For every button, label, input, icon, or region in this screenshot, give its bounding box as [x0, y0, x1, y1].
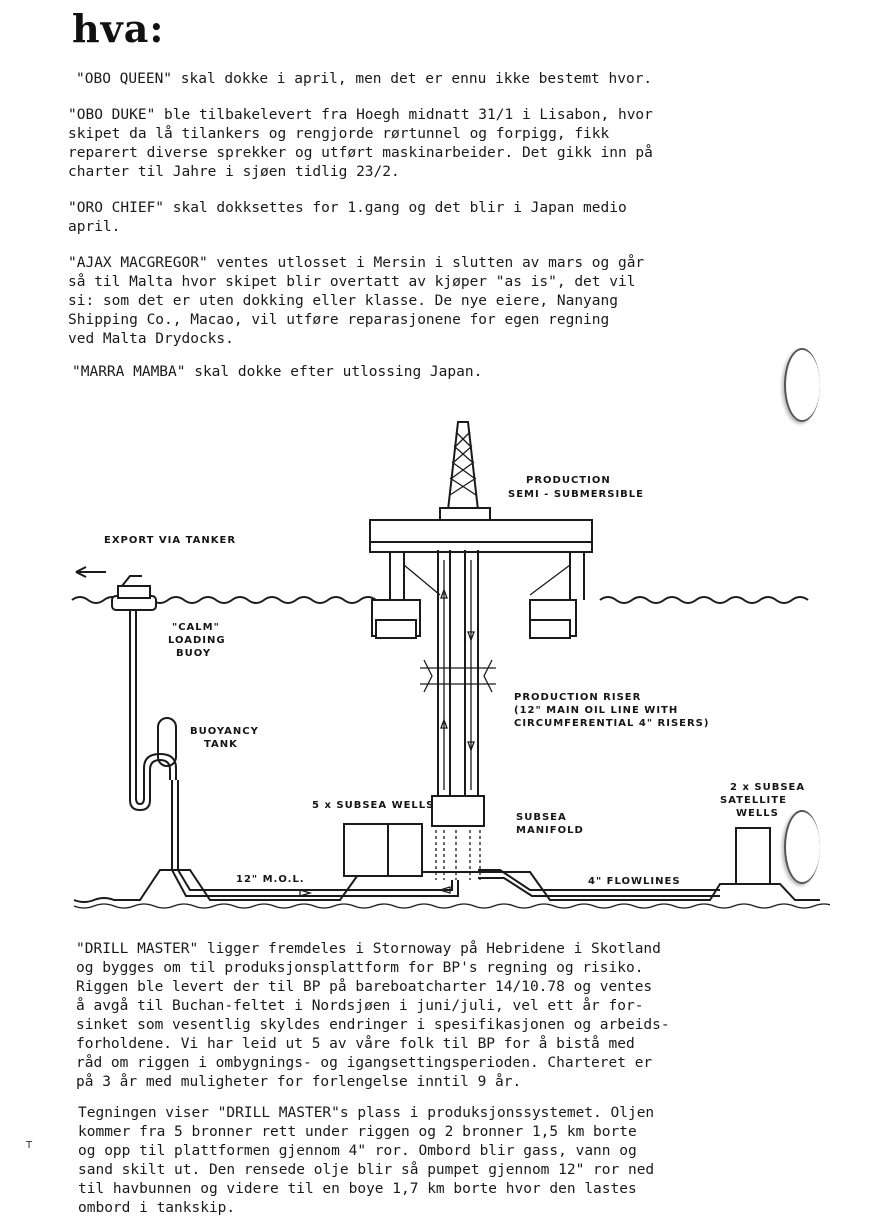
label-flowlines: 4" FLOWLINES: [588, 876, 681, 887]
label-subsea-wells: 5 x SUBSEA WELLS: [312, 800, 435, 811]
paragraph-ajax-macgregor: "AJAX MACGREGOR" ventes utlosset i Mersin i slutten av mars og går så til Malta hvor skipet blir overtatt av kjøper "as is", det vil si: som det er uten dokking eller klasse. De nye eiere, Nanyang Shipping Co., Macao, vil utføre reparasjonene for egen regning ved Malta Drydocks.: [68, 255, 645, 347]
label-production: PRODUCTION: [526, 475, 611, 486]
paragraph-drawing-explanation: Tegningen viser "DRILL MASTER"s plass i produksjonssystemet. Oljen kommer fra 5 bronner rett under riggen og 2 bronner 1,5 km borte og opp til plattformen gjennom 4" ror. Ombord blir gass, vann og sand skilt ut. Den rensede olje blir så pumpet gjennom 12" ror ned til havbunnen og videre til en boye 1,7 km borte hvor den lastes ombord i tankskip.: [78, 1105, 655, 1216]
label-loading: LOADING: [168, 635, 226, 646]
margin-mark: T: [26, 1140, 33, 1151]
label-mol: 12" M.O.L.: [236, 874, 305, 885]
semi-submersible: [370, 520, 592, 638]
label-manifold: MANIFOLD: [516, 825, 584, 836]
label-export: EXPORT VIA TANKER: [104, 535, 237, 546]
satellite-wells: [736, 828, 770, 884]
label-riser-line3: CIRCUMFERENTIAL 4" RISERS): [514, 718, 710, 729]
paragraph-marra-mamba: "MARRA MAMBA" skal dokke efter utlossing Japan.: [72, 364, 483, 380]
label-tank: TANK: [204, 739, 238, 750]
derrick: [440, 422, 490, 520]
seabed: [74, 870, 820, 902]
page-title: hva:: [72, 6, 165, 51]
label-buoy: BUOY: [176, 648, 212, 659]
label-subsea: SUBSEA: [516, 812, 567, 823]
calm-buoy: [112, 576, 156, 610]
paragraph-obo-queen: "OBO QUEEN" skal dokke i april, men det er ennu ikke bestemt hvor.: [76, 71, 653, 87]
buoyancy-tank: [130, 600, 176, 810]
sea-surface: [72, 597, 808, 603]
paragraph-obo-duke: "OBO DUKE" ble tilbakelevert fra Hoegh midnatt 31/1 i Lisabon, hvor skipet da lå tilankers og rengjorde rørtunnel og forpigg, fikk reparert diverse sprekker og utført maskinarbeider. Det gikk inn på charter til Jahre i sjøen tidlig 23/2.: [68, 107, 653, 180]
paragraph-drill-master: "DRILL MASTER" ligger fremdeles i Stornoway på Hebridene i Skotland og bygges om til produksjonsplattform for BP's regning og risiko. Riggen ble levert der til BP på bareboatcharter 14/10.78 og ventes å avgå til Buchan-feltet i Nordsjøen i juni/juli, vel ett år for- sinket som vesentlig skyldes endringer i spesifikasjonen og arbeids- forholdene. Vi har leid ut 5 av våre folk til BP for å bistå med råd om riggen i ombygnings- og igangsettingsperioden. Charteret er på 3 år med muligheter for forlengelse inntil 9 år.: [76, 941, 670, 1090]
label-2x-subsea: 2 x SUBSEA: [730, 782, 806, 793]
label-production-riser: PRODUCTION RISER: [514, 692, 642, 703]
label-buoyancy: BUOYANCY: [190, 726, 259, 737]
label-semi-submersible: SEMI - SUBMERSIBLE: [508, 489, 644, 500]
label-satellite: SATELLITE: [720, 795, 787, 806]
label-calm: "CALM": [172, 622, 220, 633]
label-riser-line2: (12" MAIN OIL LINE WITH: [514, 705, 679, 716]
oil-production-diagram: [60, 400, 830, 925]
export-arrow: [76, 567, 106, 577]
label-wells: WELLS: [736, 808, 779, 819]
paragraph-oro-chief: "ORO CHIEF" skal dokksettes for 1.gang og det blir i Japan medio april.: [68, 200, 627, 235]
